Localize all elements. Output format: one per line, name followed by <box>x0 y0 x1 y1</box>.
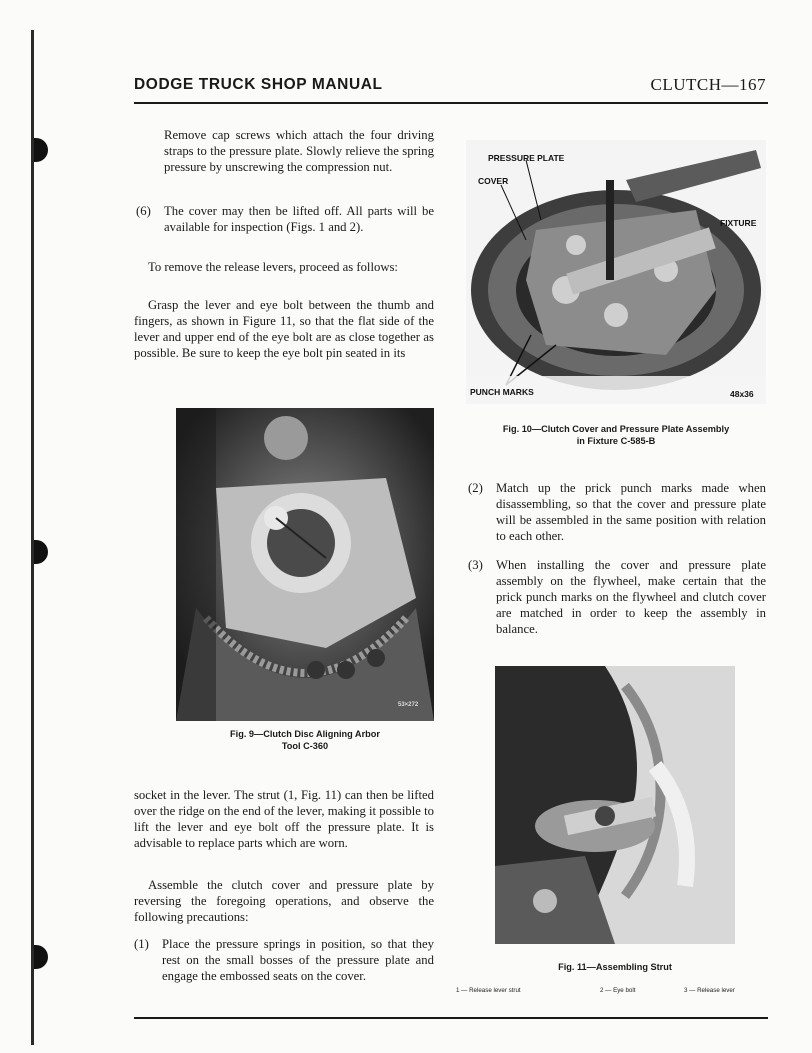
list-item-3 <box>468 557 766 637</box>
page-header <box>134 76 766 98</box>
section-page-number: CLUTCH—167 <box>650 75 766 94</box>
list-text: Place the pressure springs in position, so that they rest on the small bosses of the pressure plate and engage the embossed seats on the cover. <box>162 937 434 984</box>
header-rule <box>134 102 768 104</box>
binder-hole <box>34 945 48 969</box>
label-fixture: FIXTURE <box>720 218 757 228</box>
paragraph: To remove the release levers, proceed as follows: <box>148 260 398 274</box>
label-cover: COVER <box>478 176 509 186</box>
list-text: Match up the prick punch marks made when disassembling, so that the cover and pressure plate will be assembled in the same position with relation to each other. <box>496 481 766 544</box>
list-text: The cover may then be lifted off. All parts will be available for inspection (Figs. 1 and 2). <box>164 204 434 235</box>
fig10-caption-line2: in Fixture C-585-B <box>576 435 656 446</box>
fig9-caption-line2: Tool C-360 <box>281 740 329 751</box>
list-item-6 <box>136 203 434 235</box>
fig11-photo <box>495 666 735 944</box>
fig9-caption-line1: Fig. 9—Clutch Disc Aligning Arbor <box>230 729 380 739</box>
fig11-caption: Fig. 11—Assembling Strut <box>558 962 672 972</box>
footer-rule <box>134 1017 768 1019</box>
clutch-arbor-illustration <box>176 408 434 721</box>
label-pressure-plate: PRESSURE PLATE <box>488 153 565 163</box>
assembling-strut-illustration <box>495 666 735 944</box>
list-number: (3) <box>468 558 483 572</box>
label-punch-marks: PUNCH MARKS <box>470 387 534 397</box>
fig9-caption <box>176 729 434 752</box>
fig10-code: 48x36 <box>730 389 754 399</box>
fig11-legend-3: 3 — Release lever <box>684 987 735 994</box>
list-item-2 <box>468 480 766 544</box>
list-number: (6) <box>136 204 151 218</box>
list-number: (1) <box>134 937 149 951</box>
list-number: (2) <box>468 481 483 495</box>
fig11-legend-2: 2 — Eye bolt <box>600 987 636 994</box>
paragraph: Grasp the lever and eye bolt between the thumb and fingers, as shown in Figure 11, so that the flat side of the lever and upper end of the eye bolt are as close together as possible. Be sure to keep the eye bolt pin seated in its <box>134 298 434 361</box>
binder-edge-line <box>31 30 34 1045</box>
list-item-1 <box>134 936 434 984</box>
paragraph: Remove cap screws which attach the four driving straps to the pressure plate. Slowly relieve the spring pressure by unscrewing the compression nut. <box>164 128 434 175</box>
clutch-fixture-illustration <box>466 140 766 404</box>
fig11-legend-1: 1 — Release lever strut <box>456 987 521 994</box>
fig10-photo <box>466 140 766 404</box>
binder-hole <box>34 138 48 162</box>
paragraph: Assemble the clutch cover and pressure plate by reversing the foregoing operations, and observe the following precautions: <box>134 878 434 925</box>
fig10-caption-line1: Fig. 10—Clutch Cover and Pressure Plate Assembly <box>502 424 730 434</box>
paragraph: socket in the lever. The strut (1, Fig. 11) can then be lifted over the ridge on the end of the lever, making it possible to lift the lever and eye bolt off the pressure plate. It is advisable to replace parts which are worn. <box>134 788 434 851</box>
fig9-code: 53×272 <box>398 702 419 708</box>
list-text: When installing the cover and pressure plate assembly on the flywheel, make certain that the prick punch marks on the flywheel and clutch cover are matched in order to keep the assembly in balance. <box>496 558 766 637</box>
fig9-photo <box>176 408 434 721</box>
fig10-caption <box>466 424 766 447</box>
binder-hole <box>34 540 48 564</box>
manual-title: DODGE TRUCK SHOP MANUAL <box>134 76 383 93</box>
